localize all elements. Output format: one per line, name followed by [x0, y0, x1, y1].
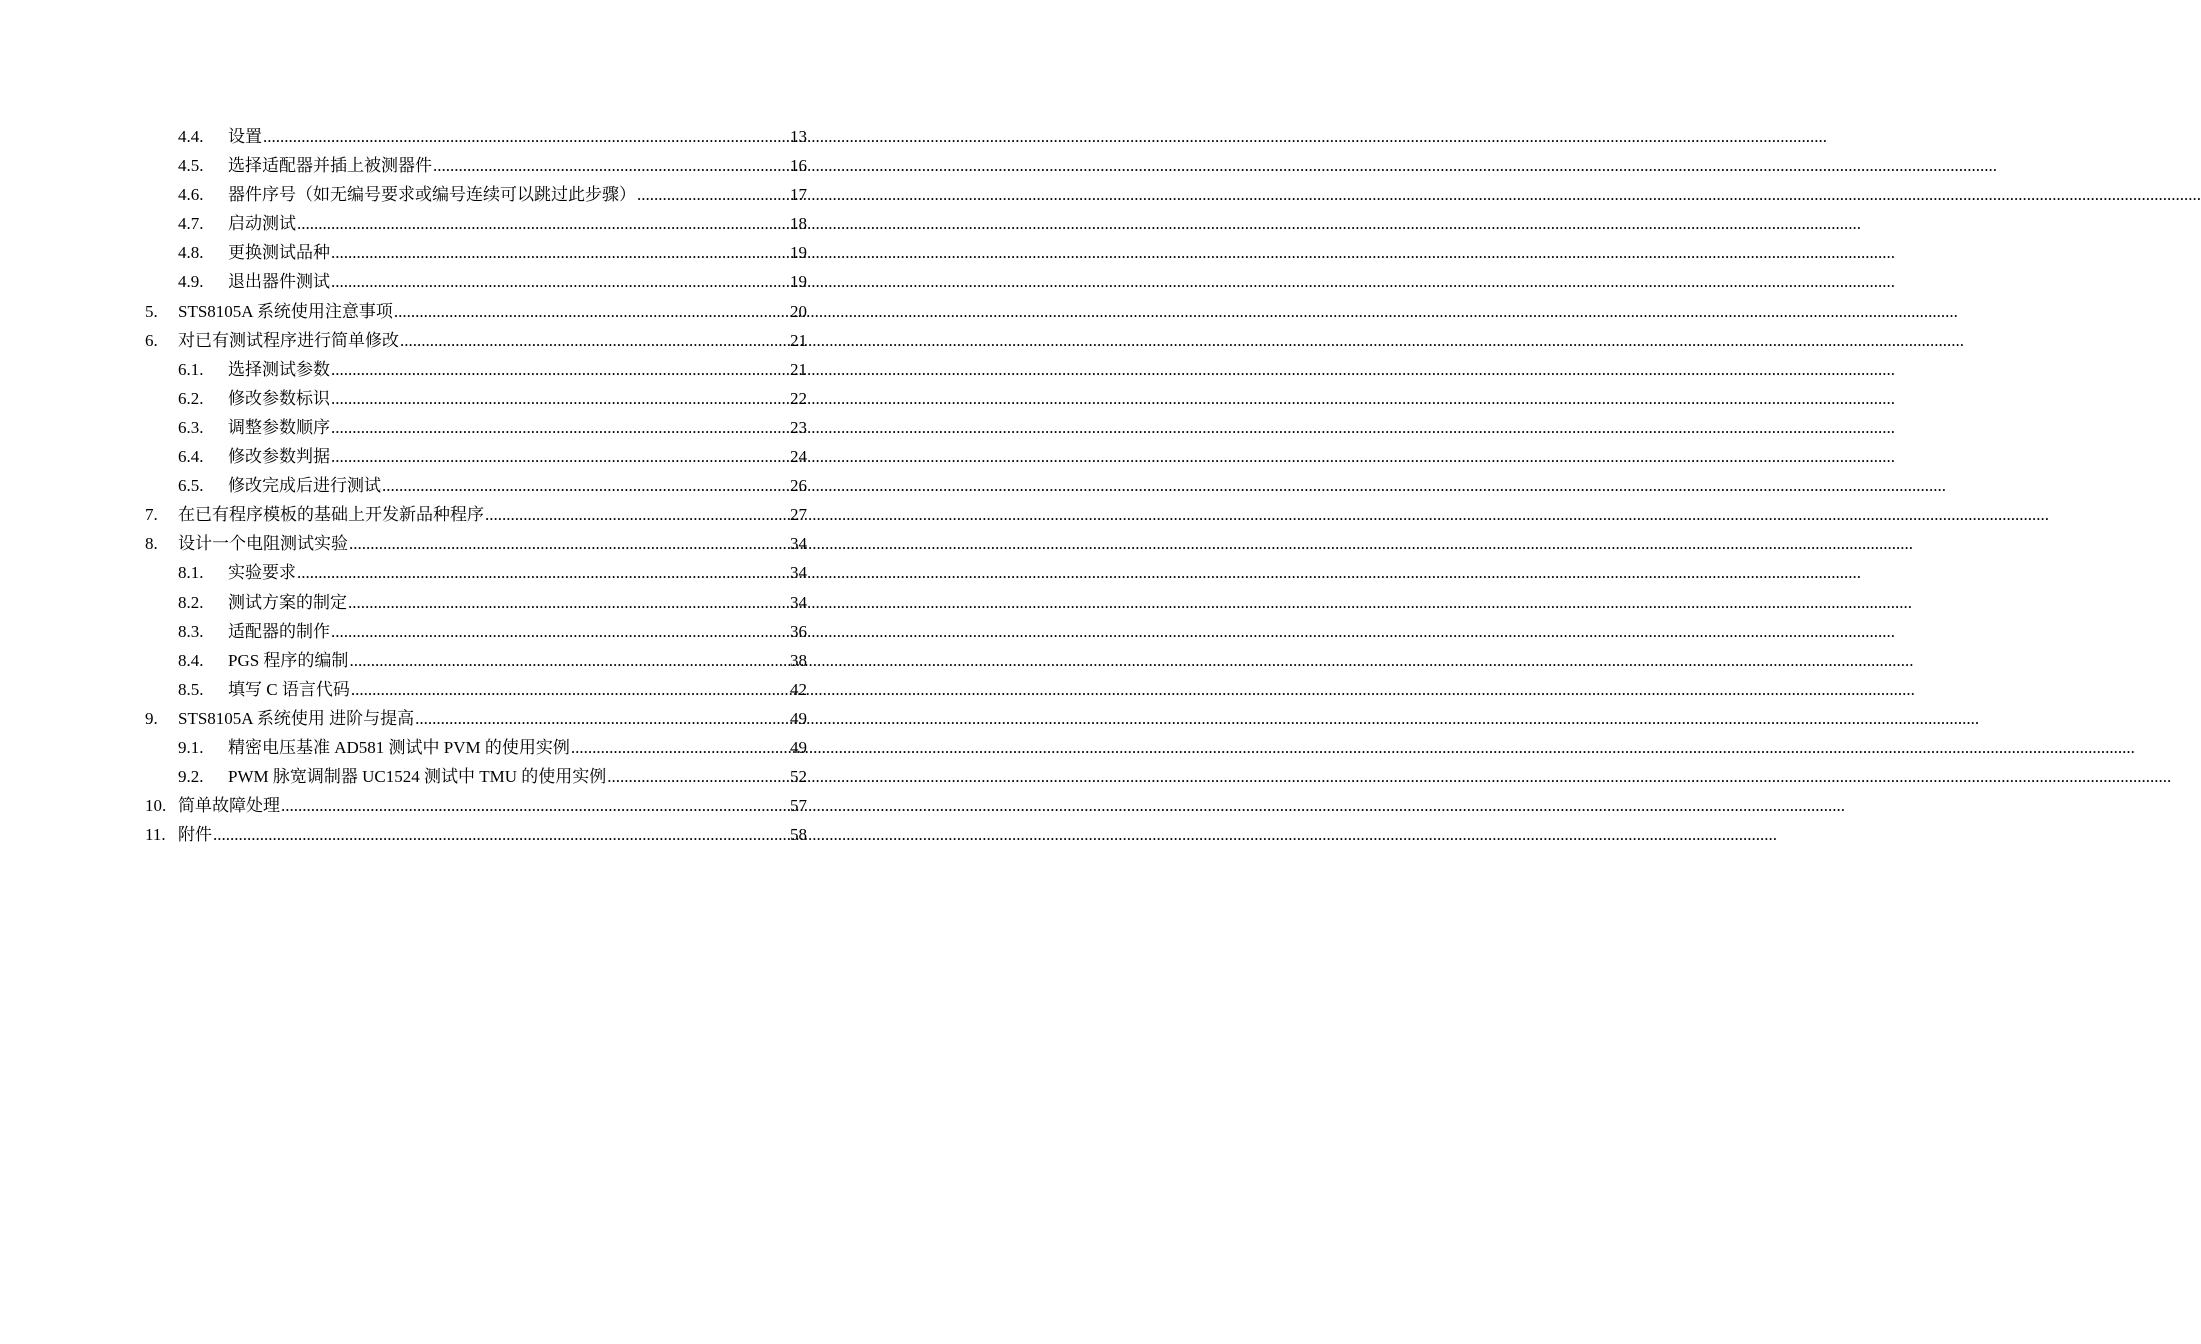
toc-entry-page: 21 — [790, 330, 807, 350]
toc-entry-number: 6.3. — [178, 417, 204, 437]
toc-entry-page: 27 — [790, 505, 807, 525]
toc-entry[interactable] — [145, 209, 807, 238]
toc-dot-leader — [607, 762, 789, 791]
toc-entry-title: 附件 — [178, 825, 212, 845]
toc-entry[interactable] — [145, 675, 807, 704]
document-page — [0, 0, 950, 1344]
toc-dot-leader — [348, 588, 789, 617]
toc-dot-leader — [331, 355, 789, 384]
toc-entry-title: 修改参数标识 — [228, 388, 330, 408]
toc-entry-number: 5. — [145, 301, 158, 321]
toc-entry-number: 7. — [145, 505, 158, 525]
toc-entry-number: 4.6. — [178, 185, 204, 205]
toc-entry-page: 24 — [790, 447, 807, 467]
toc-entry[interactable] — [145, 151, 807, 180]
toc-entry-number: 8. — [145, 534, 158, 554]
toc-entry-title: 适配器的制作 — [228, 621, 330, 641]
toc-entry-title: 简单故障处理 — [178, 796, 280, 816]
toc-entry-title: 对已有测试程序进行简单修改 — [178, 330, 399, 350]
toc-entry-number: 8.5. — [178, 679, 204, 699]
toc-entry-number: 11. — [145, 825, 166, 845]
toc-entry-number: 10. — [145, 796, 167, 816]
toc-dot-leader — [382, 471, 789, 500]
toc-dot-leader — [331, 617, 789, 646]
toc-entry-number: 6.2. — [178, 388, 204, 408]
toc-entry-title: 设计一个电阻测试实验 — [178, 534, 348, 554]
toc-entry[interactable] — [145, 297, 807, 326]
toc-entry-number: 9.1. — [178, 737, 204, 757]
toc-entry[interactable] — [145, 413, 807, 442]
toc-entry-number: 8.2. — [178, 592, 204, 612]
toc-entry[interactable] — [145, 588, 807, 617]
toc-entry-number: 4.5. — [178, 156, 204, 176]
toc-entry[interactable] — [145, 791, 807, 820]
toc-dot-leader — [331, 267, 789, 296]
toc-entry-title: 在已有程序模板的基础上开发新品种程序 — [178, 505, 484, 525]
toc-entry-page: 19 — [790, 243, 807, 263]
toc-entry-title: 填写 C 语言代码 — [228, 679, 350, 699]
toc-entry-page: 34 — [790, 534, 807, 554]
toc-entry-page: 34 — [790, 592, 807, 612]
toc-entry-page: 17 — [790, 185, 807, 205]
toc-dot-leader — [297, 209, 789, 238]
toc-entry-title: 设置 — [228, 127, 262, 146]
toc-entry-title: PGS 程序的编制 — [228, 650, 349, 670]
toc-entry-page: 36 — [790, 621, 807, 641]
toc-entry-page: 38 — [790, 650, 807, 670]
toc-entry[interactable] — [145, 384, 807, 413]
toc-entry[interactable] — [145, 267, 807, 296]
toc-entry[interactable] — [145, 558, 807, 587]
toc-entry-number: 9.2. — [178, 767, 204, 787]
toc-entry-title: 修改参数判据 — [228, 447, 330, 467]
toc-entry[interactable] — [145, 646, 807, 675]
toc-dot-leader — [331, 238, 789, 267]
toc-entry-number: 4.8. — [178, 243, 204, 263]
toc-entry-number: 4.9. — [178, 272, 204, 292]
toc-entry-page: 18 — [790, 214, 807, 234]
toc-entry-number: 4.4. — [178, 127, 204, 146]
toc-dot-leader — [213, 820, 789, 849]
toc-entry-number: 6. — [145, 330, 158, 350]
toc-entry[interactable] — [145, 733, 807, 762]
toc-entry[interactable] — [145, 820, 807, 849]
toc-entry[interactable] — [145, 355, 807, 384]
toc-entry-title: 器件序号（如无编号要求或编号连续可以跳过此步骤） — [228, 185, 636, 205]
toc-entry-page: 23 — [790, 417, 807, 437]
toc-entry[interactable] — [145, 326, 807, 355]
toc-entry-number: 4.7. — [178, 214, 204, 234]
toc-dot-leader — [349, 529, 789, 558]
toc-dot-leader — [297, 558, 789, 587]
toc-dot-leader — [331, 384, 789, 413]
toc-dot-leader — [571, 733, 789, 762]
toc-entry-number: 9. — [145, 708, 158, 728]
toc-entry-page: 49 — [790, 708, 807, 728]
toc-entry-page: 57 — [790, 796, 807, 816]
toc-entry-number: 8.3. — [178, 621, 204, 641]
toc-entry-title: 选择适配器并插上被测器件 — [228, 156, 432, 176]
toc-entry-number: 6.4. — [178, 447, 204, 467]
toc-dot-leader — [637, 180, 789, 209]
toc-entry-page: 42 — [790, 679, 807, 699]
toc-dot-leader — [400, 326, 789, 355]
toc-entry-title: 退出器件测试 — [228, 272, 330, 292]
toc-entry-title: 测试方案的制定 — [228, 592, 347, 612]
toc-entry-title: 更换测试品种 — [228, 243, 330, 263]
toc-entry-title: PWM 脉宽调制器 UC1524 测试中 TMU 的使用实例 — [228, 767, 607, 787]
toc-entry-title: STS8105A 系统使用注意事项 — [178, 301, 393, 321]
toc-entry-number: 8.4. — [178, 650, 204, 670]
toc-entry-title: 启动测试 — [228, 214, 296, 234]
toc-entry[interactable] — [145, 122, 807, 151]
toc-entry[interactable] — [145, 704, 807, 733]
toc-dot-leader — [331, 442, 789, 471]
toc-dot-leader — [263, 122, 789, 151]
toc-entry-number: 8.1. — [178, 563, 204, 583]
table-of-contents — [145, 122, 807, 849]
toc-entry-title: 修改完成后进行测试 — [228, 476, 381, 496]
toc-dot-leader — [331, 413, 789, 442]
toc-entry[interactable] — [145, 238, 807, 267]
toc-entry[interactable] — [145, 442, 807, 471]
toc-dot-leader — [433, 151, 789, 180]
toc-entry-title: 选择测试参数 — [228, 359, 330, 379]
toc-entry-page: 22 — [790, 388, 807, 408]
toc-entry-page: 13 — [790, 127, 807, 146]
toc-entry-title: 调整参数顺序 — [228, 417, 330, 437]
toc-entry[interactable] — [145, 762, 807, 791]
toc-entry-page: 58 — [790, 825, 807, 845]
toc-dot-leader — [351, 675, 789, 704]
toc-dot-leader — [485, 500, 789, 529]
toc-entry-page: 21 — [790, 359, 807, 379]
toc-entry-number: 6.1. — [178, 359, 204, 379]
toc-entry-page: 19 — [790, 272, 807, 292]
toc-entry-page: 26 — [790, 476, 807, 496]
toc-entry-title: 精密电压基准 AD581 测试中 PVM 的使用实例 — [228, 737, 570, 757]
toc-entry-title: STS8105A 系统使用 进阶与提高 — [178, 708, 415, 728]
toc-entry-title: 实验要求 — [228, 563, 296, 583]
toc-entry[interactable] — [145, 529, 807, 558]
toc-entry-page: 34 — [790, 563, 807, 583]
toc-entry-page: 49 — [790, 737, 807, 757]
toc-entry-page: 16 — [790, 156, 807, 176]
toc-dot-leader — [349, 646, 789, 675]
toc-entry-page: 20 — [790, 301, 807, 321]
toc-entry[interactable] — [145, 617, 807, 646]
toc-entry-page: 52 — [790, 767, 807, 787]
toc-dot-leader — [281, 791, 789, 820]
toc-entry[interactable] — [145, 471, 807, 500]
toc-entry[interactable] — [145, 180, 807, 209]
toc-dot-leader — [394, 297, 789, 326]
toc-entry[interactable] — [145, 500, 807, 529]
toc-entry-number: 6.5. — [178, 476, 204, 496]
toc-dot-leader — [415, 704, 789, 733]
